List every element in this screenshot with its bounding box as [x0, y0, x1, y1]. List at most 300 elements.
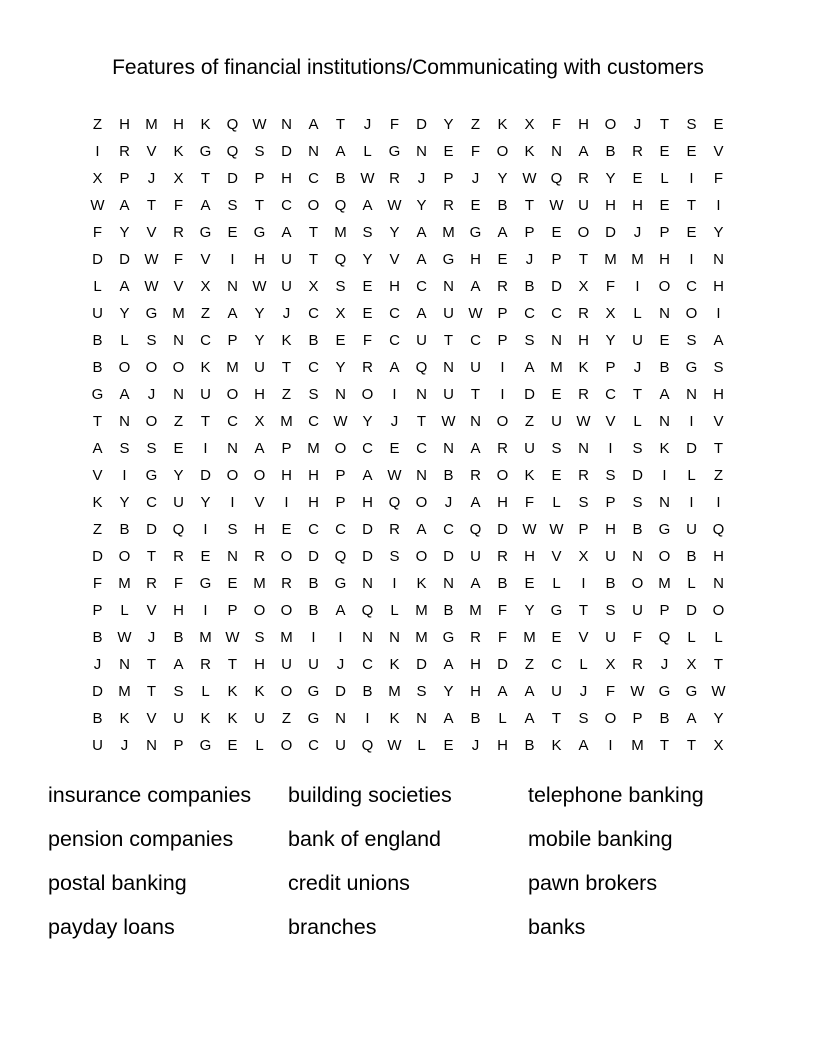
- grid-letter[interactable]: M: [442, 224, 455, 241]
- grid-letter[interactable]: U: [92, 305, 103, 322]
- grid-letter[interactable]: S: [632, 494, 643, 511]
- grid-letter[interactable]: U: [173, 710, 184, 727]
- grid-letter[interactable]: W: [144, 251, 159, 268]
- grid-letter[interactable]: S: [686, 116, 697, 133]
- grid-letter[interactable]: T: [659, 737, 670, 754]
- grid-letter[interactable]: C: [470, 332, 481, 349]
- grid-letter[interactable]: G: [91, 386, 104, 403]
- grid-letter[interactable]: E: [551, 386, 562, 403]
- grid-letter[interactable]: V: [146, 143, 157, 160]
- grid-letter[interactable]: J: [336, 656, 345, 673]
- grid-letter[interactable]: S: [389, 548, 400, 565]
- grid-letter[interactable]: W: [549, 197, 564, 214]
- grid-letter[interactable]: N: [713, 251, 724, 268]
- grid-letter[interactable]: A: [335, 602, 346, 619]
- grid-letter[interactable]: I: [689, 413, 694, 430]
- grid-letter[interactable]: N: [443, 359, 454, 376]
- grid-letter[interactable]: A: [524, 359, 535, 376]
- grid-letter[interactable]: B: [605, 575, 616, 592]
- grid-letter[interactable]: I: [689, 251, 694, 268]
- grid-letter[interactable]: I: [500, 359, 505, 376]
- grid-letter[interactable]: M: [253, 575, 266, 592]
- grid-letter[interactable]: M: [631, 737, 644, 754]
- grid-letter[interactable]: U: [443, 305, 454, 322]
- grid-letter[interactable]: Q: [658, 629, 671, 646]
- grid-letter[interactable]: K: [173, 143, 184, 160]
- grid-letter[interactable]: N: [443, 575, 454, 592]
- grid-letter[interactable]: K: [551, 737, 562, 754]
- grid-letter[interactable]: V: [92, 467, 103, 484]
- grid-letter[interactable]: I: [230, 251, 235, 268]
- grid-letter[interactable]: J: [147, 170, 156, 187]
- grid-letter[interactable]: U: [686, 521, 697, 538]
- grid-letter[interactable]: K: [524, 467, 535, 484]
- grid-letter[interactable]: B: [443, 467, 454, 484]
- grid-letter[interactable]: J: [417, 170, 426, 187]
- grid-letter[interactable]: S: [713, 359, 724, 376]
- grid-letter[interactable]: A: [686, 710, 697, 727]
- grid-letter[interactable]: D: [308, 548, 319, 565]
- grid-letter[interactable]: L: [255, 737, 264, 754]
- grid-letter[interactable]: M: [415, 629, 428, 646]
- grid-letter[interactable]: I: [392, 575, 397, 592]
- grid-letter[interactable]: L: [633, 413, 642, 430]
- grid-letter[interactable]: Q: [469, 521, 482, 538]
- grid-letter[interactable]: O: [361, 386, 374, 403]
- grid-letter[interactable]: A: [470, 494, 481, 511]
- grid-letter[interactable]: G: [685, 359, 698, 376]
- grid-letter[interactable]: H: [254, 251, 265, 268]
- grid-letter[interactable]: C: [605, 386, 616, 403]
- grid-letter[interactable]: T: [146, 548, 157, 565]
- grid-letter[interactable]: S: [119, 440, 130, 457]
- grid-letter[interactable]: X: [335, 305, 346, 322]
- grid-letter[interactable]: V: [578, 629, 589, 646]
- grid-letter[interactable]: S: [632, 440, 643, 457]
- grid-letter[interactable]: Q: [361, 737, 374, 754]
- grid-letter[interactable]: U: [335, 737, 346, 754]
- grid-letter[interactable]: H: [254, 656, 265, 673]
- grid-letter[interactable]: F: [605, 683, 616, 700]
- grid-letter[interactable]: Y: [200, 494, 211, 511]
- grid-letter[interactable]: H: [254, 521, 265, 538]
- grid-letter[interactable]: A: [335, 143, 346, 160]
- grid-letter[interactable]: R: [281, 575, 292, 592]
- grid-letter[interactable]: S: [227, 197, 238, 214]
- grid-letter[interactable]: W: [630, 683, 645, 700]
- grid-letter[interactable]: N: [173, 332, 184, 349]
- grid-letter[interactable]: P: [605, 494, 616, 511]
- grid-letter[interactable]: O: [280, 737, 293, 754]
- grid-letter[interactable]: G: [550, 602, 563, 619]
- grid-letter[interactable]: R: [578, 305, 589, 322]
- grid-letter[interactable]: L: [363, 143, 372, 160]
- grid-letter[interactable]: Y: [362, 413, 373, 430]
- grid-letter[interactable]: Y: [254, 305, 265, 322]
- grid-letter[interactable]: N: [362, 629, 373, 646]
- grid-letter[interactable]: A: [497, 224, 508, 241]
- grid-letter[interactable]: L: [93, 278, 102, 295]
- grid-letter[interactable]: T: [254, 197, 265, 214]
- grid-letter[interactable]: N: [119, 656, 130, 673]
- grid-letter[interactable]: V: [146, 710, 157, 727]
- grid-letter[interactable]: E: [227, 575, 238, 592]
- grid-letter[interactable]: G: [658, 683, 671, 700]
- grid-letter[interactable]: H: [470, 683, 481, 700]
- grid-letter[interactable]: X: [254, 413, 265, 430]
- grid-letter[interactable]: W: [576, 413, 591, 430]
- grid-letter[interactable]: N: [227, 548, 238, 565]
- grid-letter[interactable]: G: [388, 143, 401, 160]
- grid-letter[interactable]: S: [416, 683, 427, 700]
- grid-letter[interactable]: M: [307, 440, 320, 457]
- grid-letter[interactable]: C: [308, 737, 319, 754]
- grid-letter[interactable]: H: [713, 548, 724, 565]
- grid-letter[interactable]: H: [281, 170, 292, 187]
- grid-letter[interactable]: L: [687, 467, 696, 484]
- grid-letter[interactable]: I: [284, 494, 289, 511]
- grid-letter[interactable]: U: [254, 359, 265, 376]
- grid-letter[interactable]: I: [203, 521, 208, 538]
- grid-letter[interactable]: Q: [388, 494, 401, 511]
- grid-letter[interactable]: P: [632, 710, 643, 727]
- grid-letter[interactable]: K: [281, 332, 292, 349]
- grid-letter[interactable]: R: [389, 521, 400, 538]
- grid-letter[interactable]: E: [335, 332, 346, 349]
- grid-letter[interactable]: A: [470, 575, 481, 592]
- grid-letter[interactable]: B: [92, 629, 103, 646]
- grid-letter[interactable]: D: [416, 116, 427, 133]
- grid-letter[interactable]: A: [443, 656, 454, 673]
- grid-letter[interactable]: A: [443, 710, 454, 727]
- grid-letter[interactable]: S: [686, 332, 697, 349]
- grid-letter[interactable]: S: [578, 494, 589, 511]
- grid-letter[interactable]: P: [227, 332, 238, 349]
- grid-letter[interactable]: S: [335, 278, 346, 295]
- grid-letter[interactable]: W: [711, 683, 726, 700]
- grid-letter[interactable]: R: [497, 548, 508, 565]
- grid-letter[interactable]: L: [120, 332, 129, 349]
- grid-letter[interactable]: O: [712, 602, 725, 619]
- grid-letter[interactable]: E: [551, 467, 562, 484]
- grid-letter[interactable]: C: [443, 521, 454, 538]
- grid-letter[interactable]: I: [689, 494, 694, 511]
- grid-letter[interactable]: A: [416, 251, 427, 268]
- grid-letter[interactable]: N: [416, 386, 427, 403]
- grid-letter[interactable]: C: [551, 656, 562, 673]
- grid-letter[interactable]: N: [416, 143, 427, 160]
- grid-letter[interactable]: E: [173, 440, 184, 457]
- grid-letter[interactable]: I: [230, 494, 235, 511]
- grid-letter[interactable]: C: [551, 305, 562, 322]
- grid-letter[interactable]: C: [308, 170, 319, 187]
- grid-letter[interactable]: G: [307, 683, 320, 700]
- grid-letter[interactable]: T: [713, 656, 724, 673]
- grid-letter[interactable]: R: [254, 548, 265, 565]
- grid-letter[interactable]: I: [203, 602, 208, 619]
- grid-letter[interactable]: K: [227, 683, 238, 700]
- grid-letter[interactable]: V: [146, 602, 157, 619]
- grid-letter[interactable]: C: [389, 305, 400, 322]
- grid-letter[interactable]: R: [389, 170, 400, 187]
- grid-letter[interactable]: Z: [281, 710, 292, 727]
- grid-letter[interactable]: V: [146, 224, 157, 241]
- grid-letter[interactable]: V: [200, 251, 211, 268]
- grid-letter[interactable]: M: [118, 683, 131, 700]
- grid-letter[interactable]: C: [389, 332, 400, 349]
- grid-letter[interactable]: M: [280, 629, 293, 646]
- grid-letter[interactable]: X: [173, 170, 184, 187]
- grid-letter[interactable]: N: [659, 494, 670, 511]
- grid-letter[interactable]: T: [281, 359, 292, 376]
- grid-letter[interactable]: D: [362, 521, 373, 538]
- grid-letter[interactable]: K: [119, 710, 130, 727]
- grid-letter[interactable]: N: [659, 305, 670, 322]
- grid-letter[interactable]: T: [200, 413, 211, 430]
- grid-letter[interactable]: J: [525, 251, 534, 268]
- grid-letter[interactable]: I: [635, 278, 640, 295]
- grid-letter[interactable]: T: [146, 197, 157, 214]
- grid-letter[interactable]: Y: [119, 224, 130, 241]
- grid-letter[interactable]: H: [362, 494, 373, 511]
- grid-letter[interactable]: M: [280, 413, 293, 430]
- grid-letter[interactable]: O: [415, 548, 428, 565]
- grid-letter[interactable]: Y: [389, 224, 400, 241]
- grid-letter[interactable]: K: [200, 359, 211, 376]
- grid-letter[interactable]: D: [497, 521, 508, 538]
- grid-letter[interactable]: B: [92, 710, 103, 727]
- grid-letter[interactable]: U: [416, 332, 427, 349]
- grid-letter[interactable]: T: [443, 332, 454, 349]
- grid-letter[interactable]: U: [443, 386, 454, 403]
- grid-letter[interactable]: B: [119, 521, 130, 538]
- grid-letter[interactable]: Q: [172, 521, 185, 538]
- grid-letter[interactable]: V: [605, 413, 616, 430]
- grid-letter[interactable]: F: [173, 251, 184, 268]
- grid-letter[interactable]: R: [632, 656, 643, 673]
- grid-letter[interactable]: N: [443, 440, 454, 457]
- grid-letter[interactable]: J: [633, 116, 642, 133]
- grid-letter[interactable]: R: [470, 467, 481, 484]
- grid-letter[interactable]: B: [443, 602, 454, 619]
- grid-letter[interactable]: B: [308, 332, 319, 349]
- grid-letter[interactable]: F: [632, 629, 643, 646]
- grid-letter[interactable]: K: [578, 359, 589, 376]
- grid-letter[interactable]: M: [469, 602, 482, 619]
- grid-letter[interactable]: H: [659, 251, 670, 268]
- grid-letter[interactable]: M: [550, 359, 563, 376]
- grid-letter[interactable]: U: [281, 278, 292, 295]
- grid-letter[interactable]: R: [578, 386, 589, 403]
- grid-letter[interactable]: D: [632, 467, 643, 484]
- grid-letter[interactable]: V: [173, 278, 184, 295]
- grid-letter[interactable]: O: [172, 359, 185, 376]
- grid-letter[interactable]: V: [551, 548, 562, 565]
- grid-letter[interactable]: U: [470, 548, 481, 565]
- grid-letter[interactable]: A: [200, 197, 211, 214]
- grid-letter[interactable]: W: [441, 413, 456, 430]
- grid-letter[interactable]: B: [92, 359, 103, 376]
- grid-letter[interactable]: I: [716, 305, 721, 322]
- grid-letter[interactable]: A: [416, 521, 427, 538]
- grid-letter[interactable]: I: [311, 629, 316, 646]
- grid-letter[interactable]: O: [658, 548, 671, 565]
- grid-letter[interactable]: E: [524, 575, 535, 592]
- grid-letter[interactable]: W: [522, 521, 537, 538]
- grid-letter[interactable]: O: [145, 413, 158, 430]
- grid-letter[interactable]: D: [443, 548, 454, 565]
- grid-letter[interactable]: L: [201, 683, 210, 700]
- grid-letter[interactable]: P: [659, 224, 670, 241]
- grid-letter[interactable]: R: [119, 143, 130, 160]
- grid-letter[interactable]: O: [415, 494, 428, 511]
- grid-letter[interactable]: W: [387, 197, 402, 214]
- grid-letter[interactable]: E: [686, 224, 697, 241]
- grid-letter[interactable]: P: [551, 251, 562, 268]
- grid-letter[interactable]: A: [119, 386, 130, 403]
- grid-letter[interactable]: U: [173, 494, 184, 511]
- grid-letter[interactable]: P: [281, 440, 292, 457]
- grid-letter[interactable]: H: [713, 278, 724, 295]
- grid-letter[interactable]: O: [577, 224, 590, 241]
- grid-letter[interactable]: B: [362, 683, 373, 700]
- grid-letter[interactable]: O: [118, 359, 131, 376]
- grid-letter[interactable]: C: [362, 440, 373, 457]
- grid-letter[interactable]: L: [579, 656, 588, 673]
- grid-letter[interactable]: T: [227, 656, 238, 673]
- grid-letter[interactable]: U: [605, 548, 616, 565]
- grid-letter[interactable]: S: [524, 332, 535, 349]
- grid-letter[interactable]: U: [254, 710, 265, 727]
- grid-letter[interactable]: M: [145, 116, 158, 133]
- grid-letter[interactable]: B: [686, 548, 697, 565]
- grid-letter[interactable]: U: [605, 629, 616, 646]
- grid-letter[interactable]: F: [173, 575, 184, 592]
- grid-letter[interactable]: T: [308, 224, 319, 241]
- grid-letter[interactable]: Y: [443, 116, 454, 133]
- grid-letter[interactable]: D: [119, 251, 130, 268]
- grid-letter[interactable]: A: [470, 440, 481, 457]
- grid-letter[interactable]: G: [658, 521, 671, 538]
- grid-letter[interactable]: J: [147, 629, 156, 646]
- grid-letter[interactable]: U: [578, 197, 589, 214]
- grid-letter[interactable]: T: [470, 386, 481, 403]
- grid-letter[interactable]: L: [552, 575, 561, 592]
- grid-letter[interactable]: Y: [362, 251, 373, 268]
- grid-letter[interactable]: R: [497, 278, 508, 295]
- grid-letter[interactable]: D: [551, 278, 562, 295]
- grid-letter[interactable]: A: [713, 332, 724, 349]
- grid-letter[interactable]: C: [416, 440, 427, 457]
- grid-letter[interactable]: N: [686, 386, 697, 403]
- grid-letter[interactable]: G: [442, 251, 455, 268]
- grid-letter[interactable]: R: [146, 575, 157, 592]
- grid-letter[interactable]: H: [632, 197, 643, 214]
- grid-letter[interactable]: C: [227, 413, 238, 430]
- grid-letter[interactable]: Y: [416, 197, 427, 214]
- grid-letter[interactable]: W: [549, 521, 564, 538]
- grid-letter[interactable]: E: [551, 224, 562, 241]
- grid-letter[interactable]: O: [685, 305, 698, 322]
- grid-letter[interactable]: T: [200, 170, 211, 187]
- grid-letter[interactable]: U: [632, 332, 643, 349]
- grid-letter[interactable]: O: [334, 440, 347, 457]
- grid-letter[interactable]: P: [254, 170, 265, 187]
- grid-letter[interactable]: B: [173, 629, 184, 646]
- grid-letter[interactable]: A: [470, 278, 481, 295]
- grid-letter[interactable]: B: [308, 575, 319, 592]
- grid-letter[interactable]: T: [416, 413, 427, 430]
- grid-letter[interactable]: D: [524, 386, 535, 403]
- grid-letter[interactable]: A: [362, 467, 373, 484]
- grid-letter[interactable]: P: [227, 602, 238, 619]
- grid-letter[interactable]: D: [92, 251, 103, 268]
- grid-letter[interactable]: F: [497, 629, 508, 646]
- grid-letter[interactable]: N: [119, 413, 130, 430]
- grid-letter[interactable]: U: [200, 386, 211, 403]
- grid-letter[interactable]: E: [470, 197, 481, 214]
- grid-letter[interactable]: P: [335, 467, 346, 484]
- grid-letter[interactable]: J: [282, 305, 291, 322]
- grid-letter[interactable]: X: [713, 737, 724, 754]
- grid-letter[interactable]: W: [522, 170, 537, 187]
- grid-letter[interactable]: F: [524, 494, 535, 511]
- grid-letter[interactable]: O: [496, 467, 509, 484]
- grid-letter[interactable]: K: [92, 494, 103, 511]
- grid-letter[interactable]: I: [689, 170, 694, 187]
- grid-letter[interactable]: O: [145, 359, 158, 376]
- grid-letter[interactable]: H: [119, 116, 130, 133]
- grid-letter[interactable]: I: [122, 467, 127, 484]
- grid-letter[interactable]: P: [335, 494, 346, 511]
- grid-letter[interactable]: Y: [605, 170, 616, 187]
- grid-letter[interactable]: G: [442, 629, 455, 646]
- grid-letter[interactable]: A: [578, 737, 589, 754]
- grid-letter[interactable]: M: [658, 575, 671, 592]
- grid-letter[interactable]: S: [254, 629, 265, 646]
- grid-letter[interactable]: F: [389, 116, 400, 133]
- grid-letter[interactable]: O: [226, 467, 239, 484]
- grid-letter[interactable]: W: [252, 278, 267, 295]
- grid-letter[interactable]: C: [686, 278, 697, 295]
- grid-letter[interactable]: E: [362, 305, 373, 322]
- grid-letter[interactable]: I: [500, 386, 505, 403]
- grid-letter[interactable]: E: [497, 251, 508, 268]
- grid-letter[interactable]: J: [471, 737, 480, 754]
- grid-letter[interactable]: R: [173, 548, 184, 565]
- grid-letter[interactable]: N: [416, 467, 427, 484]
- grid-letter[interactable]: B: [632, 521, 643, 538]
- grid-letter[interactable]: A: [362, 197, 373, 214]
- grid-letter[interactable]: C: [200, 332, 211, 349]
- grid-letter[interactable]: H: [389, 278, 400, 295]
- grid-letter[interactable]: J: [633, 224, 642, 241]
- grid-letter[interactable]: W: [225, 629, 240, 646]
- grid-letter[interactable]: M: [523, 629, 536, 646]
- grid-letter[interactable]: H: [713, 386, 724, 403]
- grid-letter[interactable]: H: [281, 467, 292, 484]
- grid-letter[interactable]: N: [146, 737, 157, 754]
- grid-letter[interactable]: I: [608, 440, 613, 457]
- grid-letter[interactable]: M: [199, 629, 212, 646]
- grid-letter[interactable]: C: [308, 305, 319, 322]
- grid-letter[interactable]: G: [469, 224, 482, 241]
- grid-letter[interactable]: Y: [119, 305, 130, 322]
- grid-letter[interactable]: T: [686, 197, 697, 214]
- grid-letter[interactable]: I: [581, 575, 586, 592]
- grid-letter[interactable]: Z: [470, 116, 481, 133]
- grid-letter[interactable]: B: [497, 575, 508, 592]
